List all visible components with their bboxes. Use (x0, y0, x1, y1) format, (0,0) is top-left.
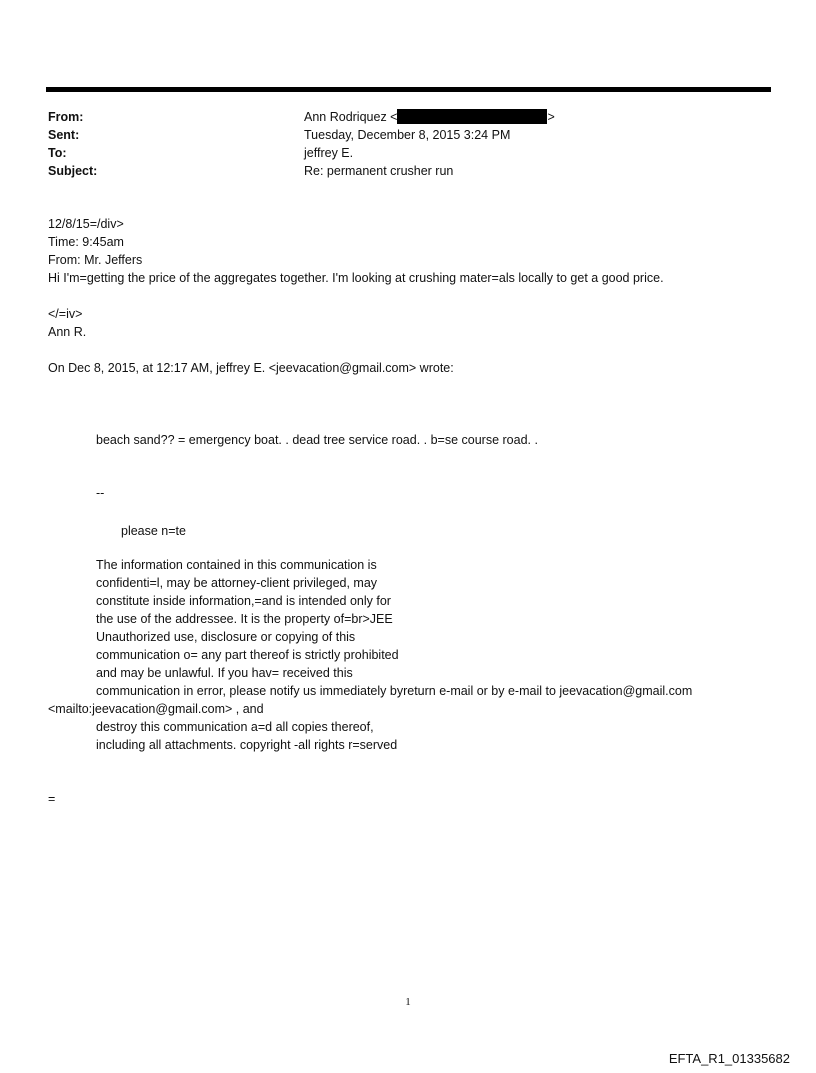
subject-value: Re: permanent crusher run (304, 164, 454, 178)
to-label: To: (48, 146, 67, 160)
quote-attribution: On Dec 8, 2015, at 12:17 AM, jeffrey E. <jeevacation@gmail.com> wrote: (48, 361, 454, 375)
to-value: jeffrey E. (304, 146, 354, 160)
disclaimer-line: communication in error, please notify us immediately byreturn e-mail or by e-mail to jeevacation@gmail.com (96, 684, 693, 698)
to-row (48, 144, 354, 162)
disclaimer-line: and may be unlawful. If you hav= received this (96, 666, 353, 680)
subject-label: Subject: (48, 164, 98, 178)
from-label: From: (48, 110, 84, 124)
header-rule (46, 87, 771, 92)
disclaimer-line: the use of the addressee. It is the property of=br>JEE (96, 612, 393, 626)
disclaimer-line: The information contained in this communication is (96, 558, 377, 572)
disclaimer-line: Unauthorized use, disclosure or copying of this (96, 630, 356, 644)
disclaimer-line: communication o= any part thereof is strictly prohibited (96, 648, 399, 662)
redaction-block (397, 109, 547, 124)
disclaimer-line: <mailto:jeevacation@gmail.com> , and (48, 702, 264, 716)
disclaimer-line: destroy this communication a=d all copies thereof, (96, 720, 374, 734)
trailing-equals: = (48, 792, 56, 806)
body-line: Hi I'm=getting the price of the aggregates together. I'm looking at crushing mater=als locally to get a good price. (48, 271, 664, 285)
disclaimer-line: including all attachments. copyright -all rights r=served (96, 738, 398, 752)
page-number: 1 (405, 996, 411, 1008)
signature-separator: -- (96, 486, 105, 500)
body-line: Time: 9:45am (48, 235, 124, 249)
body-line: 12/8/15=/div> (48, 217, 124, 231)
body-line: </=iv> (48, 307, 83, 321)
subject-row (48, 162, 454, 180)
from-close: > (547, 110, 555, 124)
sent-row (48, 126, 511, 144)
quoted-message: beach sand?? = emergency boat. . dead tree service road. . b=se course road. . (96, 433, 538, 447)
sent-value: Tuesday, December 8, 2015 3:24 PM (304, 128, 511, 142)
from-row (48, 108, 555, 126)
body-line: From: Mr. Jeffers (48, 253, 143, 267)
signature: Ann R. (48, 325, 87, 339)
document-id: EFTA_R1_01335682 (668, 1051, 790, 1066)
disclaimer-line: confidenti=l, may be attorney-client privileged, may (96, 576, 378, 590)
from-value (304, 108, 555, 126)
disclaimer-line: constitute inside information,=and is intended only for (96, 594, 391, 608)
from-name: Ann Rodriquez < (304, 110, 398, 124)
sent-label: Sent: (48, 128, 80, 142)
disclaimer-heading: please n=te (121, 524, 186, 538)
